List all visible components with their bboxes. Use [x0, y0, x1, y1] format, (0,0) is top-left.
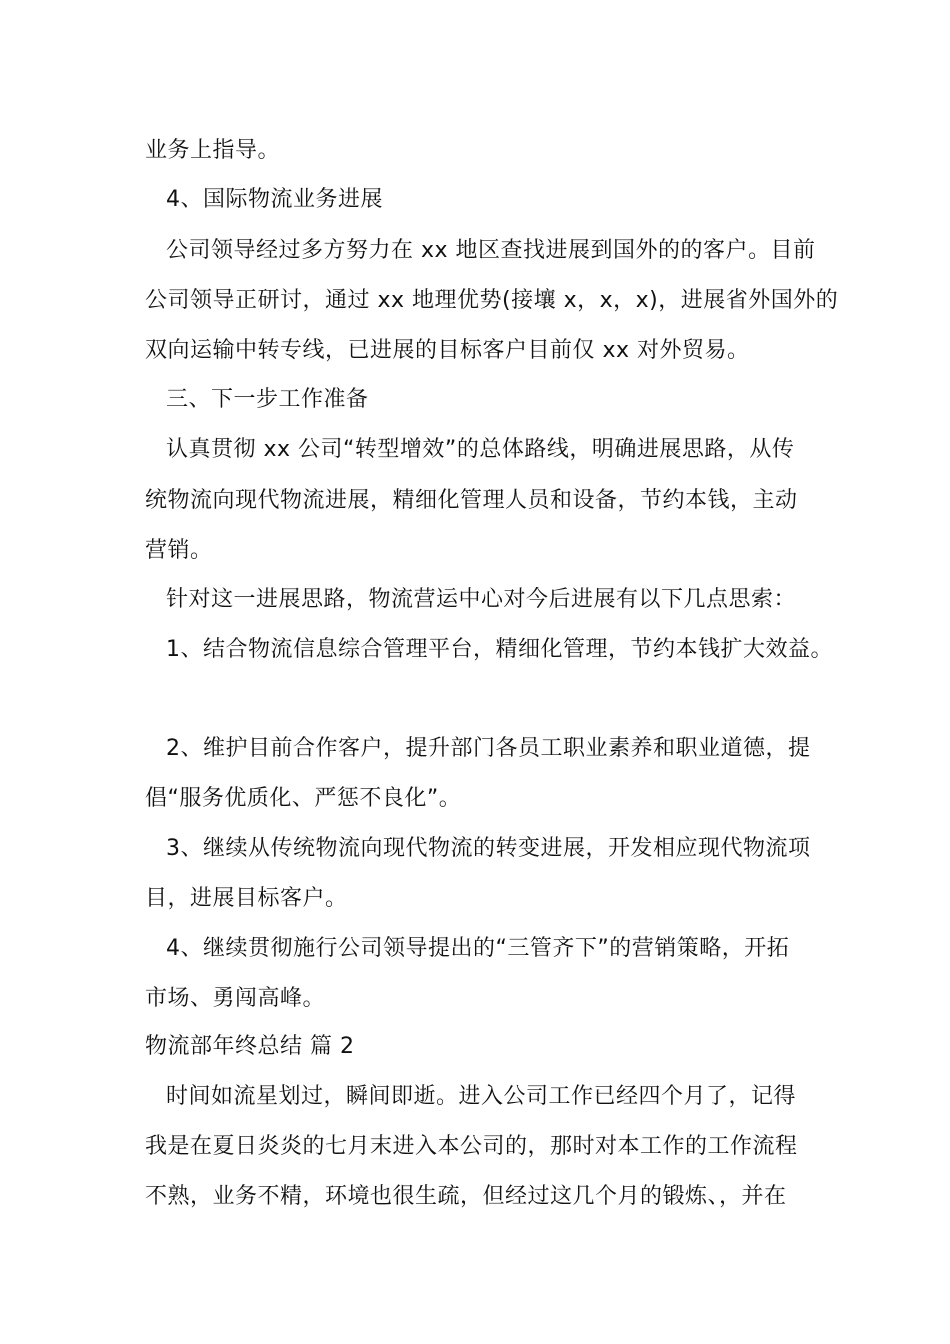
list-item: 1、结合物流信息综合管理平台，精细化管理，节约本钱扩大效益。 — [166, 637, 833, 662]
paragraph-line: 市场、勇闯高峰。 — [145, 986, 326, 1011]
paragraph-line: 我是在夏日炎炎的七月末进入本公司的，那时对本工作的工作流程 — [145, 1134, 798, 1159]
paragraph-line: 统物流向现代物流进展，精细化管理人员和设备，节约本钱，主动 — [145, 488, 798, 513]
paragraph-line: 公司领导经过多方努力在 xx 地区查找进展到国外的的客户。目前 — [166, 238, 816, 263]
list-item: 2、维护目前合作客户，提升部门各员工职业素养和职业道德，提 — [166, 736, 811, 761]
paragraph-line: 营销。 — [145, 538, 213, 563]
paragraph-line: 目，进展目标客户。 — [145, 886, 348, 911]
paragraph-line: 不熟，业务不精，环境也很生疏，但经过这几个月的锻炼、，并在 — [145, 1184, 787, 1209]
paragraph-line: 公司领导正研讨，通过 xx 地理优势(接壤 x，x，x)，进展省外国外的 — [145, 288, 839, 313]
paragraph-line: 倡“服务优质化、严惩不良化”。 — [145, 786, 462, 811]
paragraph-line: 认真贯彻 xx 公司“转型增效”的总体路线，明确进展思路，从传 — [166, 437, 795, 462]
list-item: 4、继续贯彻施行公司领导提出的“三管齐下”的营销策略，开拓 — [166, 936, 790, 961]
article-title: 物流部年终总结 篇 2 — [145, 1034, 355, 1059]
section-heading: 4、国际物流业务进展 — [166, 187, 383, 212]
paragraph-line: 针对这一进展思路，物流营运中心对今后进展有以下几点思索： — [166, 587, 797, 612]
paragraph-line: 业务上指导。 — [145, 138, 281, 163]
list-item: 3、继续从传统物流向现代物流的转变进展，开发相应现代物流项 — [166, 836, 811, 861]
section-heading: 三、下一步工作准备 — [166, 387, 369, 412]
paragraph-line: 时间如流星划过，瞬间即逝。进入公司工作已经四个月了，记得 — [166, 1084, 797, 1109]
paragraph-line: 双向运输中转专线，已进展的目标客户目前仅 xx 对外贸易。 — [145, 338, 750, 363]
